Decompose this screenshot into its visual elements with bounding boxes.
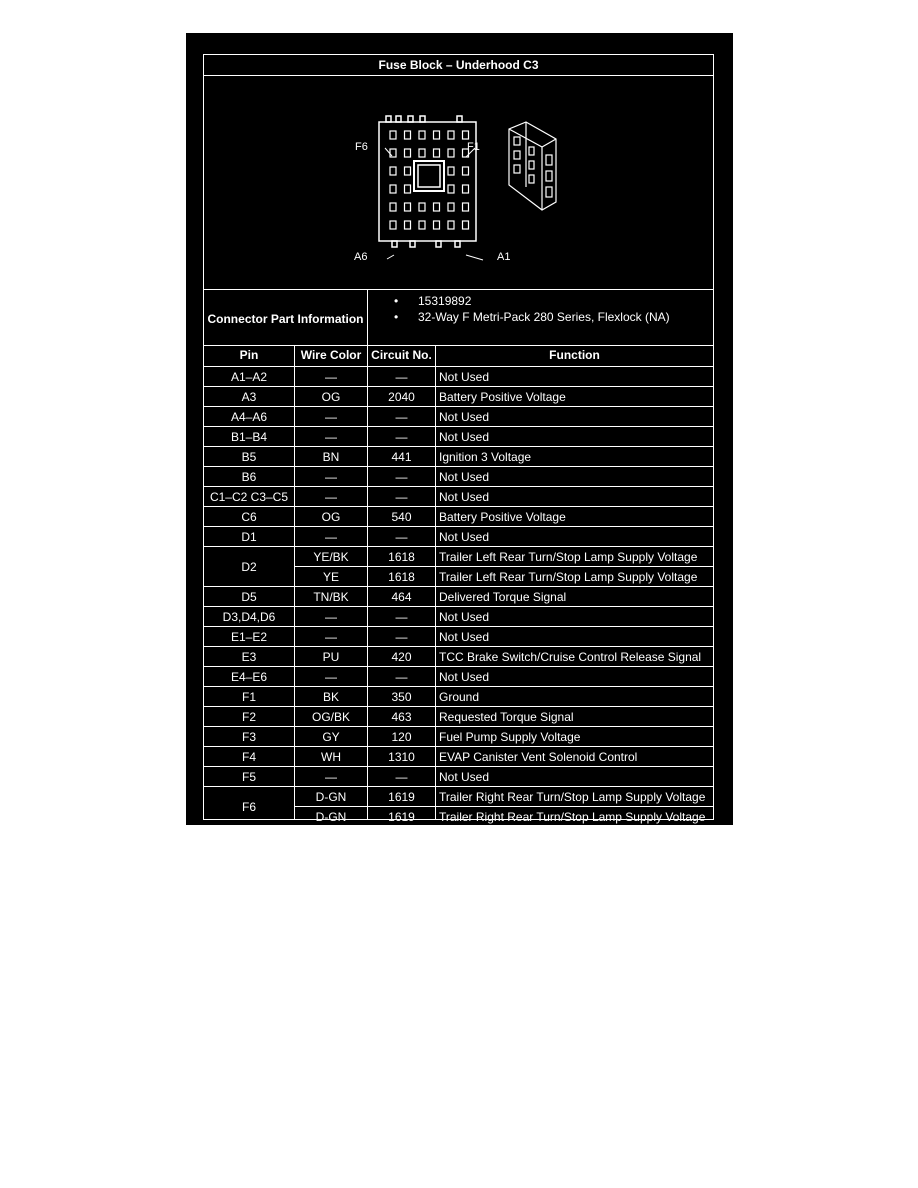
function-cell: Not Used — [439, 770, 490, 784]
circuit-cell: — — [395, 630, 408, 644]
pin-cell: F2 — [241, 710, 256, 724]
function-cell: Trailer Left Rear Turn/Stop Lamp Supply Voltage — [439, 570, 698, 584]
terminal-cavity — [434, 221, 440, 229]
circuit-cell: 120 — [391, 730, 412, 744]
wire-color-cell: OG — [321, 510, 341, 524]
terminal-cavity — [390, 149, 396, 157]
circuit-cell: 441 — [391, 450, 412, 464]
circuit-cell: — — [395, 530, 408, 544]
circuit-cell: 1619 — [388, 790, 415, 804]
terminal-cavity — [419, 221, 425, 229]
terminal-cavity — [463, 185, 469, 193]
terminal-cavity — [419, 131, 425, 139]
header-circuit-no: Circuit No. — [371, 348, 432, 362]
side-view-icon — [509, 122, 556, 210]
terminal-cavity — [390, 131, 396, 139]
pin-cell: D3,D4,D6 — [222, 610, 276, 624]
function-cell: Fuel Pump Supply Voltage — [439, 730, 581, 744]
wire-color-cell: — — [325, 630, 337, 644]
terminal-cavity — [419, 203, 425, 211]
pin-cell: B1–B4 — [230, 430, 268, 444]
terminal-cavity — [390, 167, 396, 175]
terminal-cavity — [405, 149, 411, 157]
pin-cell: D1 — [241, 530, 257, 544]
function-cell: Trailer Right Rear Turn/Stop Lamp Supply Voltage — [439, 790, 706, 804]
terminal-cavity — [463, 167, 469, 175]
circuit-cell: — — [395, 470, 408, 484]
pin-cell: E3 — [241, 650, 257, 664]
connector-part-number: 15319892 — [418, 294, 472, 308]
wire-color-cell: — — [325, 370, 337, 384]
terminal-cavity — [390, 185, 396, 193]
pin-cell: E1–E2 — [230, 630, 268, 644]
header-wire-color: Wire Color — [300, 348, 362, 362]
wire-color-cell: — — [325, 410, 337, 424]
pin-cell: F1 — [241, 690, 256, 704]
circuit-cell: 463 — [391, 710, 412, 724]
function-cell: Battery Positive Voltage — [439, 390, 566, 404]
divider — [204, 75, 713, 76]
circuit-cell: 1618 — [388, 570, 415, 584]
function-cell: Not Used — [439, 470, 490, 484]
terminal-cavity — [405, 221, 411, 229]
terminal-cavity — [463, 203, 469, 211]
connector-diagram — [204, 77, 713, 289]
wire-color-cell: — — [325, 770, 337, 784]
function-cell: EVAP Canister Vent Solenoid Control — [439, 750, 638, 764]
terminal-cavity — [405, 167, 411, 175]
pin-cell: F3 — [241, 730, 256, 744]
circuit-cell: — — [395, 490, 408, 504]
function-cell: Not Used — [439, 430, 490, 444]
terminal-cavity — [405, 203, 411, 211]
terminal-cavity — [390, 221, 396, 229]
divider — [367, 345, 368, 819]
pin-cell: A1–A2 — [230, 370, 268, 384]
circuit-cell: 464 — [391, 590, 412, 604]
wire-color-cell: OG/BK — [311, 710, 350, 724]
function-cell: Battery Positive Voltage — [439, 510, 566, 524]
circuit-cell: — — [395, 370, 408, 384]
terminal-cavity — [434, 203, 440, 211]
circuit-cell: 1310 — [388, 750, 415, 764]
label-a1: A1 — [497, 251, 511, 263]
circuit-cell: — — [395, 410, 408, 424]
pointer-a6 — [387, 255, 394, 259]
wire-color-cell: PU — [322, 650, 340, 664]
wire-color-cell: YE — [322, 570, 339, 584]
pin-cell: A3 — [241, 390, 257, 404]
wire-color-cell: GY — [322, 730, 340, 744]
pin-cell: D5 — [241, 590, 257, 604]
terminal-cavity — [448, 149, 454, 157]
wire-color-cell: WH — [321, 750, 341, 764]
table-title: Fuse Block – Underhood C3 — [378, 58, 539, 72]
function-cell: Not Used — [439, 670, 490, 684]
wire-color-cell: D-GN — [315, 810, 347, 824]
label-f1: F1 — [467, 141, 480, 153]
function-cell: Requested Torque Signal — [439, 710, 574, 724]
terminal-cavity — [448, 221, 454, 229]
circuit-cell: 420 — [391, 650, 412, 664]
function-cell: Ignition 3 Voltage — [439, 450, 532, 464]
function-cell: Not Used — [439, 410, 490, 424]
function-cell: Ground — [439, 690, 480, 704]
bullet-icon: • — [394, 294, 399, 308]
circuit-cell: 2040 — [388, 390, 415, 404]
terminal-cavity — [434, 149, 440, 157]
wire-color-cell: BN — [322, 450, 340, 464]
terminal-cavity — [419, 149, 425, 157]
wire-color-cell: — — [325, 470, 337, 484]
terminal-cavity — [405, 185, 411, 193]
wire-color-cell: — — [325, 430, 337, 444]
circuit-cell: 540 — [391, 510, 412, 524]
pin-cell: B6 — [241, 470, 257, 484]
function-cell: Not Used — [439, 490, 490, 504]
terminal-cavity — [448, 203, 454, 211]
circuit-cell: — — [395, 430, 408, 444]
terminal-cavity — [463, 221, 469, 229]
pin-cell: F6 — [241, 800, 256, 814]
terminal-cavity — [448, 131, 454, 139]
pin-cell: F4 — [241, 750, 256, 764]
pin-cell: F5 — [241, 770, 256, 784]
connector-description: 32-Way F Metri-Pack 280 Series, Flexlock (NA) — [418, 310, 670, 324]
function-cell: Trailer Left Rear Turn/Stop Lamp Supply Voltage — [439, 550, 698, 564]
circuit-cell: 350 — [391, 690, 412, 704]
header-pin: Pin — [239, 348, 259, 362]
function-cell: Trailer Right Rear Turn/Stop Lamp Supply Voltage — [439, 810, 706, 824]
connector-part-info-label: Connector Part Information — [207, 312, 364, 326]
terminal-cavity — [390, 203, 396, 211]
pin-cell: C1–C2 C3–C5 — [209, 490, 289, 504]
function-cell: Not Used — [439, 530, 490, 544]
circuit-cell: — — [395, 770, 408, 784]
pin-cell: C6 — [241, 510, 257, 524]
divider — [204, 289, 713, 290]
function-cell: Delivered Torque Signal — [439, 590, 567, 604]
wire-color-cell: TN/BK — [313, 590, 349, 604]
function-cell: Not Used — [439, 610, 490, 624]
pin-cell: D2 — [241, 560, 257, 574]
divider — [435, 345, 436, 819]
wire-color-cell: — — [325, 670, 337, 684]
divider — [294, 345, 295, 819]
label-f6: F6 — [355, 141, 368, 153]
divider — [367, 289, 368, 345]
terminal-cavity — [448, 185, 454, 193]
wire-color-cell: — — [325, 610, 337, 624]
label-a6: A6 — [354, 251, 368, 263]
pointer-a1 — [466, 255, 483, 260]
wire-color-cell: YE/BK — [313, 550, 349, 564]
document-sheet — [186, 33, 733, 825]
terminal-cavity — [405, 131, 411, 139]
circuit-cell: — — [395, 610, 408, 624]
circuit-cell: 1618 — [388, 550, 415, 564]
terminal-cavity — [448, 167, 454, 175]
pin-cell: A4–A6 — [230, 410, 268, 424]
function-cell: TCC Brake Switch/Cruise Control Release Signal — [439, 650, 702, 664]
pin-cell: E4–E6 — [230, 670, 268, 684]
connector-body — [379, 122, 476, 241]
connector-table — [203, 54, 714, 824]
circuit-cell: 1619 — [388, 810, 415, 824]
wire-color-cell: — — [325, 530, 337, 544]
wire-color-cell: — — [325, 490, 337, 504]
header-function: Function — [549, 348, 600, 362]
circuit-cell: — — [395, 670, 408, 684]
terminal-cavity — [463, 131, 469, 139]
pin-cell: B5 — [241, 450, 257, 464]
function-cell: Not Used — [439, 370, 490, 384]
function-cell: Not Used — [439, 630, 490, 644]
bullet-icon: • — [394, 310, 399, 324]
wire-color-cell: OG — [321, 390, 341, 404]
wire-color-cell: D-GN — [315, 790, 347, 804]
terminal-cavity — [434, 131, 440, 139]
wire-color-cell: BK — [322, 690, 339, 704]
